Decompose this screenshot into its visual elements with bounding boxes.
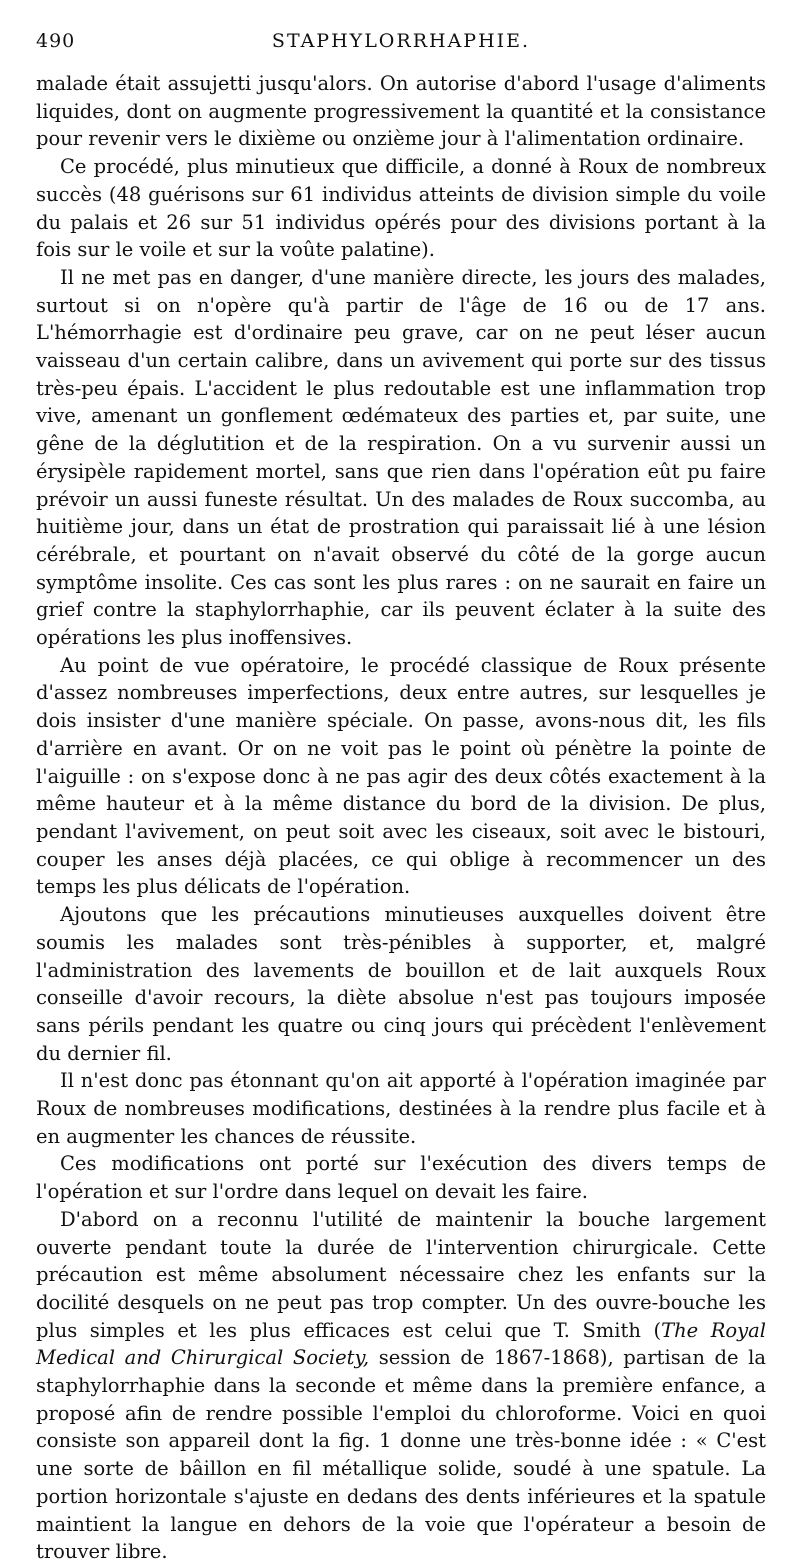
paragraph-precautions: Ajoutons que les précautions minutieuses auxquelles doivent être soumis les malades sont très-pénibles à supporter, et, malgré l'administration des lavements de bouillon et de lait auxquels Roux conseille d'avoir recours, la diète absolue n'est pas toujours imposée sans périls pendant les quatre ou cinq jours qui précèdent l'enlèvement du dernier fil. — [36, 903, 766, 1065]
paragraph-roux-success: Ce procédé, plus minutieux que difficile, a donné à Roux de nombreux succès (48 guérisons sur 61 individus atteints de division simple du voile du palais et 26 sur 51 individus opérés pour des divisions portant à la fois sur le voile et sur la voûte palatine). — [36, 155, 766, 262]
paragraph-modifications-intro: Il n'est donc pas étonnant qu'on ait apporté à l'opération imaginée par Roux de nombreuses modifications, destinées à la rendre plus facile et à en augmenter les chances de réussite. — [36, 1069, 766, 1148]
running-title: STAPHYLORRHAPHIE. — [271, 30, 531, 52]
paragraph-modifications-scope: Ces modifications ont porté sur l'exécution des divers temps de l'opération et sur l'ordre dans lequel on devait les faire. — [36, 1152, 766, 1204]
society-title: The Royal Medical and Chirurgical Society, — [36, 1318, 766, 1370]
mouth-gag-text-after: session de 1867-1868), partisan de la staphylorrhaphie dans la seconde et même dans la première enfance, a proposé afin de rendre possible l'emploi du chloroforme. Voici en quoi consiste son appareil dont la fig. 1 donne une très-bonne idée : « C'est une sorte de bâillon en fil métallique solide, soudé à une spatule. La portion horizontale s'ajuste en dedans des dents inférieures et la spatule maintient la langue en dehors de la voie que l'opérateur a besoin de trouver libre. — [36, 1346, 766, 1564]
mouth-gag-text-before: D'abord on a reconnu l'utilité de maintenir la bouche largement ouverte pendant toute la durée de l'intervention chirurgicale. Cette précaution est même absolument nécessaire chez les enfants sur la docilité desquels on ne peut pas trop compter. Un des ouvre-bouche les plus simples et les plus efficaces est celui que T. Smith ( — [36, 1207, 766, 1342]
page-number: 490 — [36, 30, 76, 52]
paragraph-mouth-gag — [36, 1206, 766, 1566]
page-header — [36, 30, 766, 70]
paragraph-imperfections: Au point de vue opératoire, le procédé classique de Roux présente d'assez nombreuses imperfections, deux entre autres, sur lesquelles je dois insister d'une manière spéciale. On passe, avons-nous dit, les fils d'arrière en avant. Or on ne voit pas le point où pénètre la pointe de l'aiguille : on s'expose donc à ne pas agir des deux côtés exactement à la même hauteur et à la même distance du bord de la division. De plus, pendant l'avivement, on peut soit avec les ciseaux, soit avec le bistouri, couper les anses déjà placées, ce qui oblige à recommencer un des temps les plus délicats de l'opération. — [36, 653, 766, 899]
paragraph-continuation: malade était assujetti jusqu'alors. On autorise d'abord l'usage d'aliments liquides, dont on augmente progressivement la quantité et la consistance pour revenir vers le dixième ou onzième jour à l'alimentation ordinaire. — [36, 72, 766, 151]
body-text — [36, 70, 766, 1566]
paragraph-dangers: Il ne met pas en danger, d'une manière directe, les jours des malades, surtout si on n'opère qu'à partir de l'âge de 16 ou de 17 ans. L'hémorrhagie est d'ordinaire peu grave, car on ne peut léser aucun vaisseau d'un certain calibre, dans un avivement qui porte sur des tissus très-peu épais. L'accident le plus redoutable est une inflammation trop vive, amenant un gonflement œdémateux des parties et, par suite, une gêne de la déglutition et de la respiration. On a vu survenir aussi un érysipèle rapidement mortel, sans que rien dans l'opération eût pu faire prévoir un aussi funeste résultat. Un des malades de Roux succomba, au huitième jour, dans un état de prostration qui paraissait lié à une lésion cérébrale, et pourtant on n'avait observé du côté de la gorge aucun symptôme insolite. Ces cas sont les plus rares : on ne saurait en faire un grief contre la staphylorrhaphie, car ils peuvent éclater à la suite des opérations les plus inoffensives. — [36, 265, 766, 650]
